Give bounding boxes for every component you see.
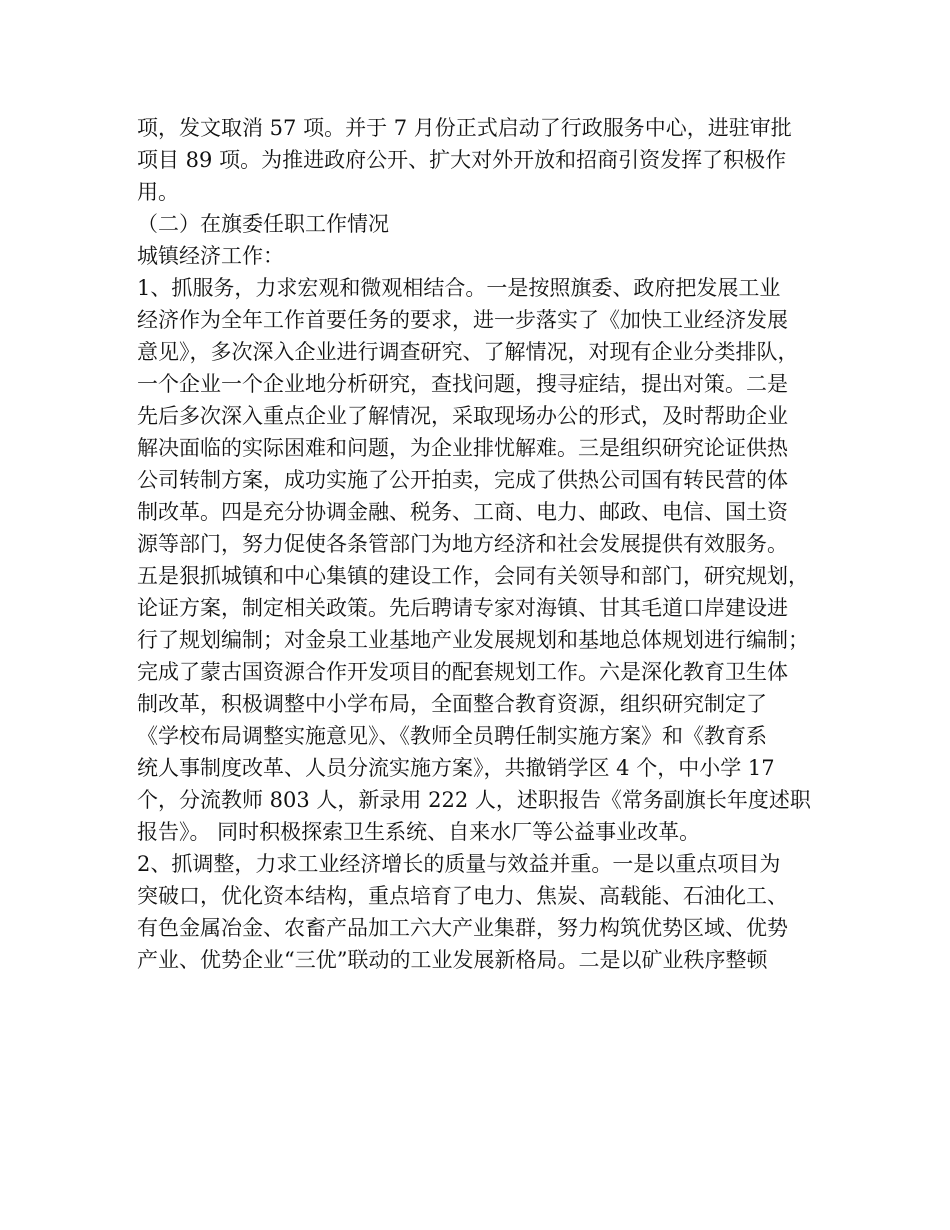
subsection-heading: 城镇经济工作：: [137, 244, 284, 268]
text-line: 报告》。 同时积极探索卫生系统、自来水厂等公益事业改革。: [137, 820, 701, 844]
text-line: 个，分流教师 803 人，新录用 222 人，述职报告《常务副旗长年度述职: [137, 788, 811, 812]
document-body: [137, 112, 827, 976]
text-line: 意见》，多次深入企业进行调查研究、了解情况，对现有企业分类排队，: [137, 340, 799, 364]
text-line: 1、抓服务，力求宏观和微观相结合。一是按照旗委、政府把发展工业: [137, 276, 781, 300]
text-line: 行了规划编制；对金泉工业基地产业发展规划和基地总体规划进行编制；: [137, 628, 809, 652]
text-line: 解决面临的实际困难和问题，为企业排忧解难。三是组织研究论证供热: [137, 436, 788, 460]
text-line: 2、抓调整，力求工业经济增长的质量与效益并重。一是以重点项目为: [137, 852, 781, 876]
text-line: 完成了蒙古国资源合作开发项目的配套规划工作。六是深化教育卫生体: [137, 660, 788, 684]
text-line: 源等部门，努力促使各条管部门为地方经济和社会发展提供有效服务。: [137, 532, 788, 556]
text-line: 统人事制度改革、人员分流实施方案》，共撤销学区 4 个，中小学 17: [137, 756, 775, 780]
text-line: 一个企业一个企业地分析研究，查找问题，搜寻症结，提出对策。二是: [137, 372, 788, 396]
text-line: 项目 89 项。为推进政府公开、扩大对外开放和招商引资发挥了积极作: [137, 148, 787, 172]
text-line: 经济作为全年工作首要任务的要求，进一步落实了《加快工业经济发展: [137, 308, 788, 332]
text-line: 有色金属冶金、农畜产品加工六大产业集群，努力构筑优势区域、优势: [137, 916, 788, 940]
text-line: 制改革。四是充分协调金融、税务、工商、电力、邮政、电信、国土资: [137, 500, 788, 524]
text-line: 用。: [137, 180, 179, 204]
text-line: 产业、优势企业“三优”联动的工业发展新格局。二是以矿业秩序整顿: [137, 948, 768, 972]
text-line: 《学校布局调整实施意见》、《教师全员聘任制实施方案》和《教育系: [137, 724, 767, 748]
text-line: 五是狠抓城镇和中心集镇的建设工作，会同有关领导和部门，研究规划，: [137, 564, 809, 588]
text-line: 制改革，积极调整中小学布局，全面整合教育资源，组织研究制定了: [137, 692, 767, 716]
text-line: 公司转制方案，成功实施了公开拍卖，完成了供热公司国有转民营的体: [137, 468, 788, 492]
text-line: 论证方案，制定相关政策。先后聘请专家对海镇、甘其毛道口岸建设进: [137, 596, 788, 620]
section-heading: （二）在旗委任职工作情况: [137, 212, 389, 236]
text-line: 项，发文取消 57 项。并于 7 月份正式启动了行政服务中心，进驻审批: [137, 116, 792, 140]
text-line: 突破口，优化资本结构，重点培育了电力、焦炭、高载能、石油化工、: [137, 884, 788, 908]
text-line: 先后多次深入重点企业了解情况，采取现场办公的形式，及时帮助企业: [137, 404, 788, 428]
